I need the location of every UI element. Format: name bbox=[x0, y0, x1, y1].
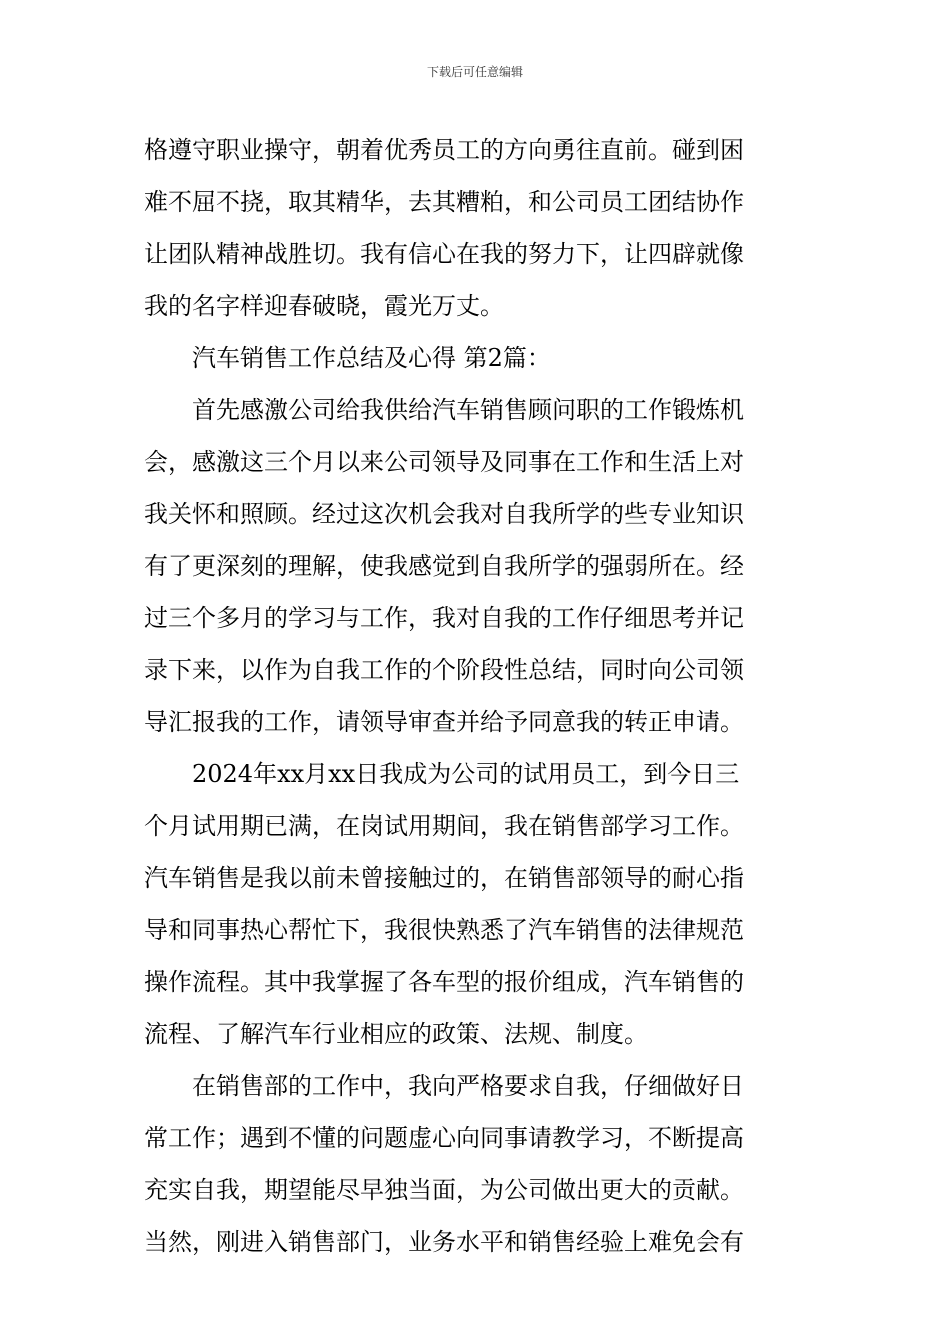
text-line: 有了更深刻的理解，使我感觉到自我所学的强弱所在。经 bbox=[144, 552, 744, 580]
text-line: 在销售部的工作中，我向严格要求自我，仔细做好日 bbox=[192, 1072, 744, 1100]
text-line: 格遵守职业操守，朝着优秀员工的方向勇往直前。碰到困 bbox=[144, 136, 744, 164]
text-line: 汽车销售是我以前未曾接触过的，在销售部领导的耐心指 bbox=[144, 864, 744, 892]
text-line: 让团队精神战胜切。我有信心在我的努力下，让四辟就像 bbox=[144, 240, 744, 268]
text-line: 流程、了解汽车行业相应的政策、法规、制度。 bbox=[144, 1020, 648, 1048]
text-line: 常工作；遇到不懂的问题虚心向同事请教学习，不断提高 bbox=[144, 1124, 744, 1152]
paragraph bbox=[144, 1060, 809, 1268]
text-line: 会，感激这三个月以来公司领导及同事在工作和生活上对 bbox=[144, 448, 744, 476]
paragraph bbox=[144, 748, 809, 1060]
paragraph-continuation bbox=[144, 124, 809, 332]
document-body bbox=[144, 124, 809, 1268]
page-header: 下载后可任意编辑 bbox=[426, 65, 523, 79]
text-line: 我的名字样迎春破晓，霞光万丈。 bbox=[144, 292, 504, 320]
text-line: 录下来，以作为自我工作的个阶段性总结，同时向公司领 bbox=[144, 656, 744, 684]
text-line: 个月试用期已满，在岗试用期间，我在销售部学习工作。 bbox=[144, 812, 744, 840]
text-line: 我关怀和照顾。经过这次机会我对自我所学的些专业知识 bbox=[144, 500, 744, 528]
section-heading bbox=[144, 332, 809, 384]
text-line: 充实自我，期望能尽早独当面，为公司做出更大的贡献。 bbox=[144, 1176, 744, 1204]
text-line: 操作流程。其中我掌握了各车型的报价组成，汽车销售的 bbox=[144, 968, 744, 996]
text-line: 当然，刚进入销售部门，业务水平和销售经验上难免会有 bbox=[144, 1228, 744, 1256]
text-line: 首先感激公司给我供给汽车销售顾问职的工作锻炼机 bbox=[192, 396, 744, 424]
text-line: 2024年xx月xx日我成为公司的试用员工，到今日三 bbox=[192, 760, 740, 788]
section-heading-text: 汽车销售工作总结及心得 第2篇： bbox=[192, 344, 551, 372]
text-line: 导汇报我的工作，请领导审查并给予同意我的转正申请。 bbox=[144, 708, 744, 736]
text-line: 难不屈不挠，取其精华，去其糟粕，和公司员工团结协作 bbox=[144, 188, 744, 216]
text-line: 导和同事热心帮忙下，我很快熟悉了汽车销售的法律规范 bbox=[144, 916, 744, 944]
text-line: 过三个多月的学习与工作，我对自我的工作仔细思考并记 bbox=[144, 604, 744, 632]
paragraph bbox=[144, 384, 809, 748]
